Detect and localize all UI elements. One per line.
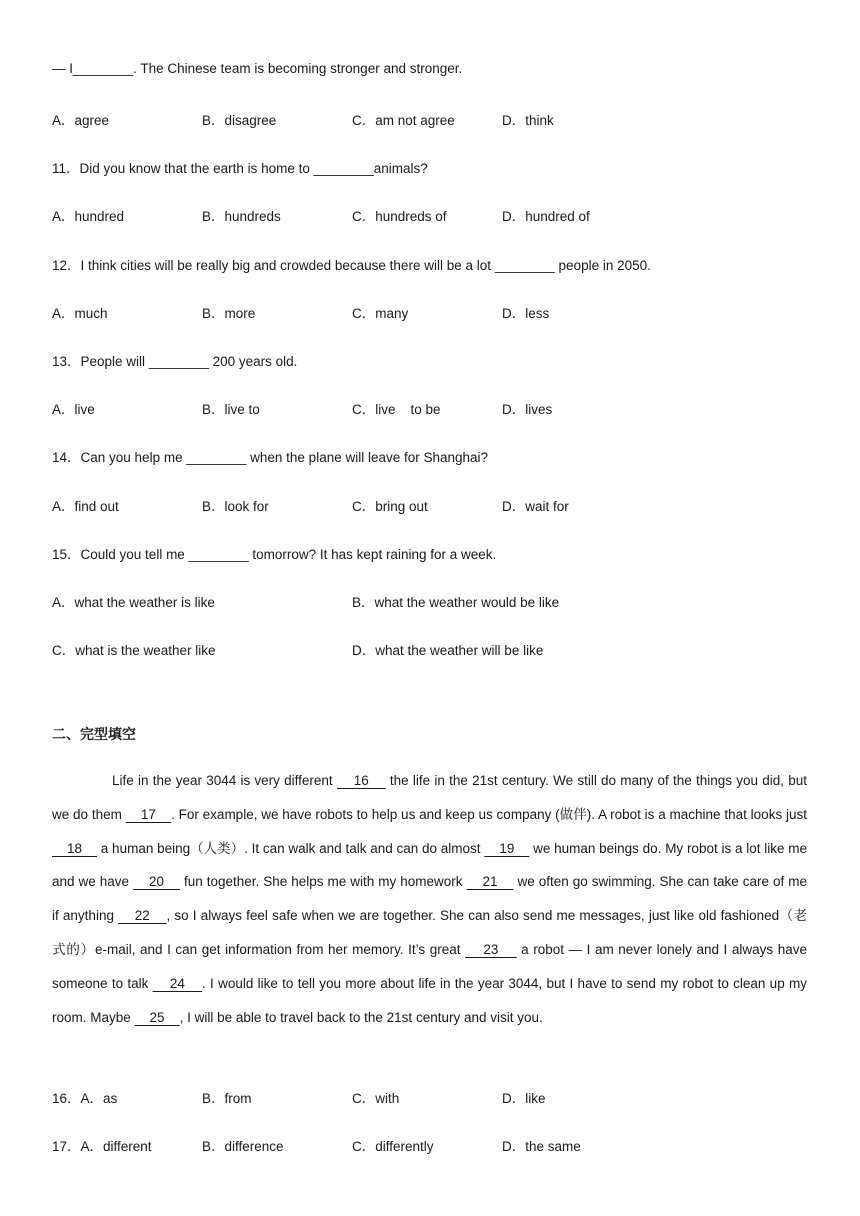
q14-option-b[interactable]: B．look for: [202, 499, 269, 514]
q13-option-c[interactable]: C．live to be: [352, 402, 441, 417]
q14-option-d[interactable]: D．wait for: [502, 499, 569, 514]
passage-text: . For example, we have robots to help us and keep us company (做伴). A robot is a machine that looks just: [171, 806, 807, 822]
q17-option-d[interactable]: D．the same: [502, 1139, 581, 1154]
passage-text: . I would like to tell you more about life in the year 3044, but I have to send my robot to clean up my room. Maybe: [52, 975, 807, 1025]
q12-option-b[interactable]: B．more: [202, 306, 256, 321]
blank-23[interactable]: 23: [465, 941, 517, 957]
q11-option-c[interactable]: C．hundreds of: [352, 209, 447, 224]
question-10-stem: — I________. The Chinese team is becoming stronger and stronger.: [52, 61, 463, 76]
q10-option-a[interactable]: A．agree: [52, 113, 110, 128]
q16-option-d[interactable]: D．like: [502, 1091, 546, 1106]
question-14-stem: 14．Can you help me ________ when the plane will leave for Shanghai?: [52, 450, 489, 465]
q14-option-c[interactable]: C．bring out: [352, 499, 428, 514]
q11-option-a[interactable]: A．hundred: [52, 209, 125, 224]
q13-option-b[interactable]: B．live to: [202, 402, 260, 417]
q16-option-a[interactable]: 16．A．as: [52, 1091, 118, 1106]
blank-16[interactable]: 16: [336, 773, 386, 788]
q15-option-d[interactable]: D．what the weather will be like: [352, 643, 544, 658]
q16-option-b[interactable]: B．from: [202, 1091, 252, 1106]
q11-option-d[interactable]: D．hundred of: [502, 209, 590, 224]
cloze-passage: [52, 764, 807, 1034]
passage-text: a robot — I am never lonely and I always have someone to talk: [52, 941, 807, 991]
question-11-stem: 11．Did you know that the earth is home to ________animals?: [52, 161, 428, 176]
blank-17[interactable]: 17: [125, 806, 172, 822]
q15-option-c[interactable]: C．what is the weather like: [52, 643, 216, 658]
passage-text: a human being（人类）. It can walk and talk and can do almost: [97, 840, 485, 856]
blank-21[interactable]: 21: [466, 874, 514, 890]
q17-option-b[interactable]: B．difference: [202, 1139, 284, 1154]
question-13-stem: 13．People will ________ 200 years old.: [52, 354, 298, 369]
blank-22[interactable]: 22: [118, 908, 167, 924]
question-15-stem: 15．Could you tell me ________ tomorrow? It has kept raining for a week.: [52, 547, 497, 562]
q12-option-a[interactable]: A．much: [52, 306, 108, 321]
passage-text: fun together. She helps me with my homework: [179, 874, 467, 890]
blank-24[interactable]: 24: [152, 975, 202, 991]
q14-option-a[interactable]: A．find out: [52, 499, 119, 514]
passage-text: , I will be able to travel back to the 21st century and visit you.: [179, 1009, 543, 1025]
q10-option-b[interactable]: B．disagree: [202, 113, 277, 128]
q12-option-d[interactable]: D．less: [502, 306, 550, 321]
section-heading: 二、完型填空: [52, 726, 136, 742]
blank-18[interactable]: 18: [52, 840, 98, 856]
passage-text: Life in the year 3044 is very different: [112, 773, 337, 788]
q17-option-c[interactable]: C．differently: [352, 1139, 434, 1154]
blank-25[interactable]: 25: [134, 1009, 180, 1025]
question-12-stem: 12．I think cities will be really big and crowded because there will be a lot ________ people in 2050.: [52, 258, 651, 273]
passage-text: we often go swimming. She can take care of me if anything: [52, 874, 807, 924]
q13-option-a[interactable]: A．live: [52, 402, 95, 417]
blank-20[interactable]: 20: [133, 874, 180, 890]
q11-option-b[interactable]: B．hundreds: [202, 209, 281, 224]
passage-text: we human beings do. My robot is a lot like me and we have: [52, 840, 808, 890]
q15-option-b[interactable]: B．what the weather would be like: [352, 595, 560, 610]
q17-option-a[interactable]: 17．A．different: [52, 1139, 152, 1154]
blank-19[interactable]: 19: [484, 840, 530, 856]
passage-text: the life in the 21st century. We still do many of the things you did, but we do them: [52, 773, 807, 822]
q10-option-d[interactable]: D．think: [502, 113, 554, 128]
q10-option-c[interactable]: C．am not agree: [352, 113, 455, 128]
passage-text: , so I always feel safe when we are together. She can also send me messages, just like old fashioned（老式的）e-mail, and I can get information from her memory. It’s great: [52, 908, 808, 957]
q12-option-c[interactable]: C．many: [352, 306, 409, 321]
q13-option-d[interactable]: D．lives: [502, 402, 553, 417]
q15-option-a[interactable]: A．what the weather is like: [52, 595, 215, 610]
q16-option-c[interactable]: C．with: [352, 1091, 400, 1106]
